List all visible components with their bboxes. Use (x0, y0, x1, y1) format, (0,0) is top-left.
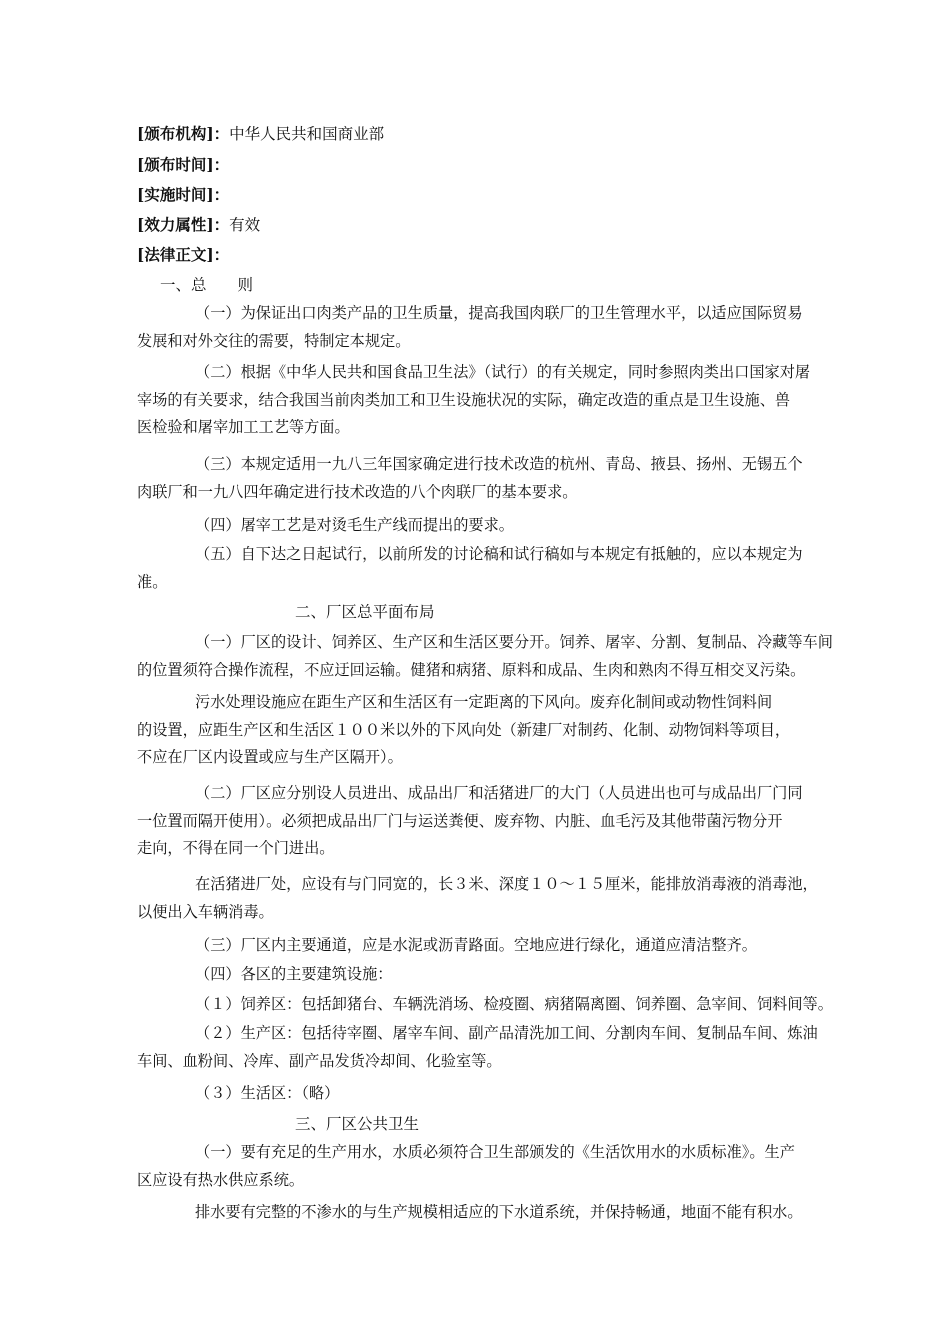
paragraph-14 (137, 1080, 837, 1108)
validity-label: [效力属性]： (137, 215, 230, 234)
paragraph-line: （２）生产区：包括待宰圈、屠宰车间、副产品清洗加工间、分割肉车间、复制品车间、炼油 (195, 1024, 818, 1042)
paragraph-line: （一）要有充足的生产用水，水质必须符合卫生部颁发的《生活饮用水的水质标准》。生产 (195, 1143, 795, 1161)
paragraph-7 (137, 689, 837, 772)
paragraph-5 (137, 541, 837, 596)
paragraph-line: （四）屠宰工艺是对烫毛生产线而提出的要求。 (195, 516, 514, 534)
paragraph-line: 不应在厂区内设置或应与生产区隔开）。 (137, 748, 403, 766)
paragraph-line: 车间、血粉间、冷库、副产品发货冷却间、化验室等。 (137, 1051, 502, 1070)
paragraph-15 (137, 1139, 837, 1194)
paragraph-line: 医检验和屠宰加工工艺等方面。 (137, 418, 350, 436)
paragraph-line: 的位置须符合操作流程，不应迂回运输。健猪和病猪、原料和成品、生肉和熟肉不得互相交叉污染。 (137, 660, 806, 679)
issuer-line (137, 124, 384, 144)
paragraph-line: （３）生活区：（略） (195, 1084, 340, 1102)
effective-date-label: [实施时间]： (137, 185, 230, 204)
issuer-label: [颁布机构]： (137, 124, 230, 143)
paragraph-line: （三）本规定适用一九八三年国家确定进行技术改造的杭州、青岛、掖县、扬州、无锡五个 (195, 455, 803, 473)
paragraph-line: 肉联厂和一九八四年确定进行技术改造的八个肉联厂的基本要求。 (137, 482, 578, 501)
paragraph-line: 的设置，应距生产区和生活区１００米以外的下风向处（新建厂对制药、化制、动物饲料等项目， (137, 720, 791, 739)
paragraph-11 (137, 961, 837, 989)
paragraph-line: 在活猪进厂处，应设有与门同宽的，长３米、深度１０～１５厘米，能排放消毒液的消毒池， (195, 875, 818, 893)
validity-line (137, 215, 260, 235)
paragraph-line: 走向，不得在同一个门进出。 (137, 839, 335, 857)
paragraph-line: （一）厂区的设计、饲养区、生产区和生活区要分开。饲养、屠宰、分割、复制品、冷藏等车间 (195, 633, 833, 651)
paragraph-line: （二）厂区应分别设人员进出、成品出厂和活猪进厂的大门（人员进出也可与成品出厂门同 (195, 784, 803, 802)
paragraph-line: （二）根据《中华人民共和国食品卫生法》（试行）的有关规定，同时参照肉类出口国家对屠 (195, 363, 811, 381)
body-label-line (137, 245, 229, 265)
paragraph-3 (137, 451, 837, 506)
paragraph-line: 准。 (137, 572, 168, 591)
paragraph-4 (137, 512, 837, 540)
effective-date-line (137, 185, 229, 205)
paragraph-line: 一位置而隔开使用）。必须把成品出厂门与运送粪便、废弃物、内脏、血毛污及其他带菌污物分开 (137, 811, 783, 830)
paragraph-line: （三）厂区内主要通道，应是水泥或沥青路面。空地应进行绿化，通道应清洁整齐。 (195, 936, 757, 954)
section-heading-1: 一、总 则 (160, 276, 254, 294)
paragraph-line: 污水处理设施应在距生产区和生活区有一定距离的下风向。废弃化制间或动物性饲料间 (195, 693, 773, 711)
validity-value: 有效 (229, 216, 261, 234)
paragraph-6 (137, 629, 837, 684)
paragraph-9 (137, 871, 837, 926)
paragraph-line: 排水要有完整的不渗水的与生产规模相适应的下水道系统，并保持畅通，地面不能有积水。 (195, 1203, 803, 1221)
paragraph-12 (137, 991, 837, 1019)
paragraph-13 (137, 1020, 837, 1075)
paragraph-line: 宰场的有关要求，结合我国当前肉类加工和卫生设施状况的实际，确定改造的重点是卫生设施、兽 (137, 390, 791, 409)
paragraph-line: （四）各区的主要建筑设施： (195, 965, 393, 983)
paragraph-16 (137, 1199, 837, 1227)
paragraph-line: （五）自下达之日起试行，以前所发的讨论稿和试行稿如与本规定有抵触的，应以本规定为 (195, 545, 803, 563)
issue-date-label: [颁布时间]： (137, 155, 230, 174)
section-heading-3: 三、厂区公共卫生 (295, 1115, 420, 1133)
body-label: [法律正文]： (137, 245, 230, 264)
paragraph-line: （１）饲养区：包括卸猪台、车辆洗消场、检疫圈、病猪隔离圈、饲养圈、急宰间、饲料间等。 (195, 995, 833, 1013)
issuer-value: 中华人民共和国商业部 (229, 125, 385, 143)
paragraph-line: 区应设有热水供应系统。 (137, 1170, 305, 1189)
issue-date-line (137, 155, 229, 175)
paragraph-2 (137, 359, 837, 442)
paragraph-10 (137, 932, 837, 960)
paragraph-line: （一）为保证出口肉类产品的卫生质量，提高我国肉联厂的卫生管理水平，以适应国际贸易 (195, 304, 803, 322)
paragraph-8 (137, 780, 837, 863)
paragraph-1 (137, 300, 837, 355)
section-heading-2: 二、厂区总平面布局 (295, 603, 435, 621)
paragraph-line: 发展和对外交往的需要，特制定本规定。 (137, 331, 411, 350)
paragraph-line: 以便出入车辆消毒。 (137, 902, 274, 921)
